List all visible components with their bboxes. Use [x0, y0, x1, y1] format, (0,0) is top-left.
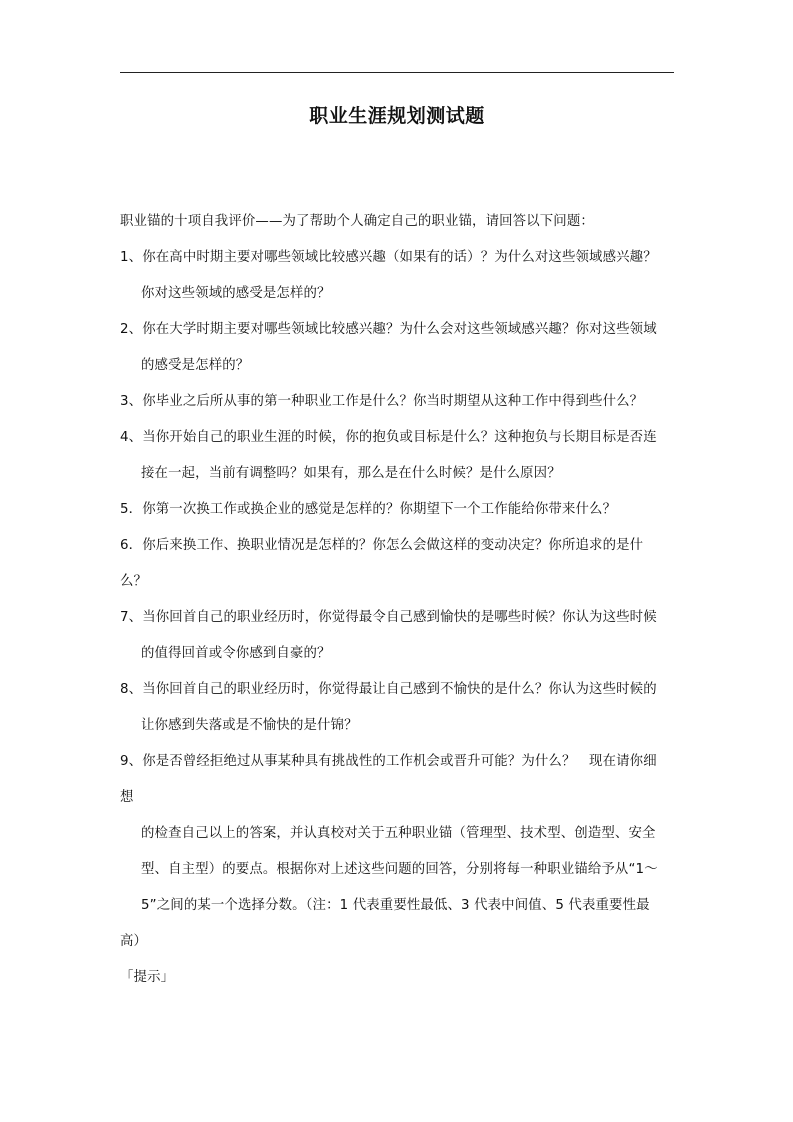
- header-rule: [120, 72, 674, 73]
- question-4-line-1: 4、当你开始自己的职业生涯的时候，你的抱负或目标是什么？这种抱负与长期目标是否连: [120, 430, 657, 445]
- instructions-line-2: 型、自主型）的要点。根据你对上述这些问题的回答，分别将每一种职业锚给予从“1～: [141, 862, 658, 877]
- question-2-line-2: 的感受是怎样的？: [141, 358, 250, 373]
- question-6-line-2: 么？: [120, 574, 148, 589]
- question-7-line-2: 的值得回首或令你感到自豪的？: [141, 646, 331, 661]
- intro-line: 职业锚的十项自我评价——为了帮助个人确定自己的职业锚，请回答以下问题：: [120, 214, 594, 229]
- question-4-line-2: 接在一起，当前有调整吗？如果有，那么是在什么时候？是什么原因？: [141, 466, 561, 481]
- question-5-line-1: 5．你第一次换工作或换企业的感觉是怎样的？你期望下一个工作能给你带来什么？: [120, 502, 617, 517]
- question-2-line-1: 2、你在大学时期主要对哪些领域比较感兴趣？为什么会对这些领域感兴趣？你对这些领域: [120, 322, 657, 337]
- instructions-line-4: 高）: [120, 934, 148, 949]
- question-7-line-1: 7、当你回首自己的职业经历时，你觉得最令自己感到愉快的是哪些时候？你认为这些时候: [120, 610, 657, 625]
- question-8-line-2: 让你感到失落或是不愉快的是什锦？: [141, 718, 358, 733]
- question-1-line-1: 1、你在高中时期主要对哪些领域比较感兴趣（如果有的话）？为什么对这些领域感兴趣？: [120, 250, 657, 265]
- question-1-line-2: 你对这些领域的感受是怎样的？: [141, 286, 331, 301]
- question-3-line-1: 3、你毕业之后所从事的第一种职业工作是什么？你当时期望从这种工作中得到些什么？: [120, 394, 644, 409]
- instructions-line-1: 的检查自己以上的答案，并认真校对关于五种职业锚（管理型、技术型、创造型、安全: [141, 826, 656, 841]
- hint-label: 「提示」: [120, 970, 175, 985]
- question-9-line-1: 9、你是否曾经拒绝过从事某种具有挑战性的工作机会或晋升可能？为什么？ 现在请你细: [120, 754, 657, 769]
- instructions-line-3: 5”之间的某一个选择分数。（注：1 代表重要性最低、3 代表中间值、5 代表重要性最: [141, 898, 650, 913]
- question-6-line-1: 6．你后来换工作、换职业情况是怎样的？你怎么会做这样的变动决定？你所追求的是什: [120, 538, 644, 553]
- page-title: 职业生涯规划测试题: [309, 105, 485, 127]
- question-9-line-2: 想: [120, 790, 134, 805]
- question-8-line-1: 8、当你回首自己的职业经历时，你觉得最让自己感到不愉快的是什么？你认为这些时候的: [120, 682, 657, 697]
